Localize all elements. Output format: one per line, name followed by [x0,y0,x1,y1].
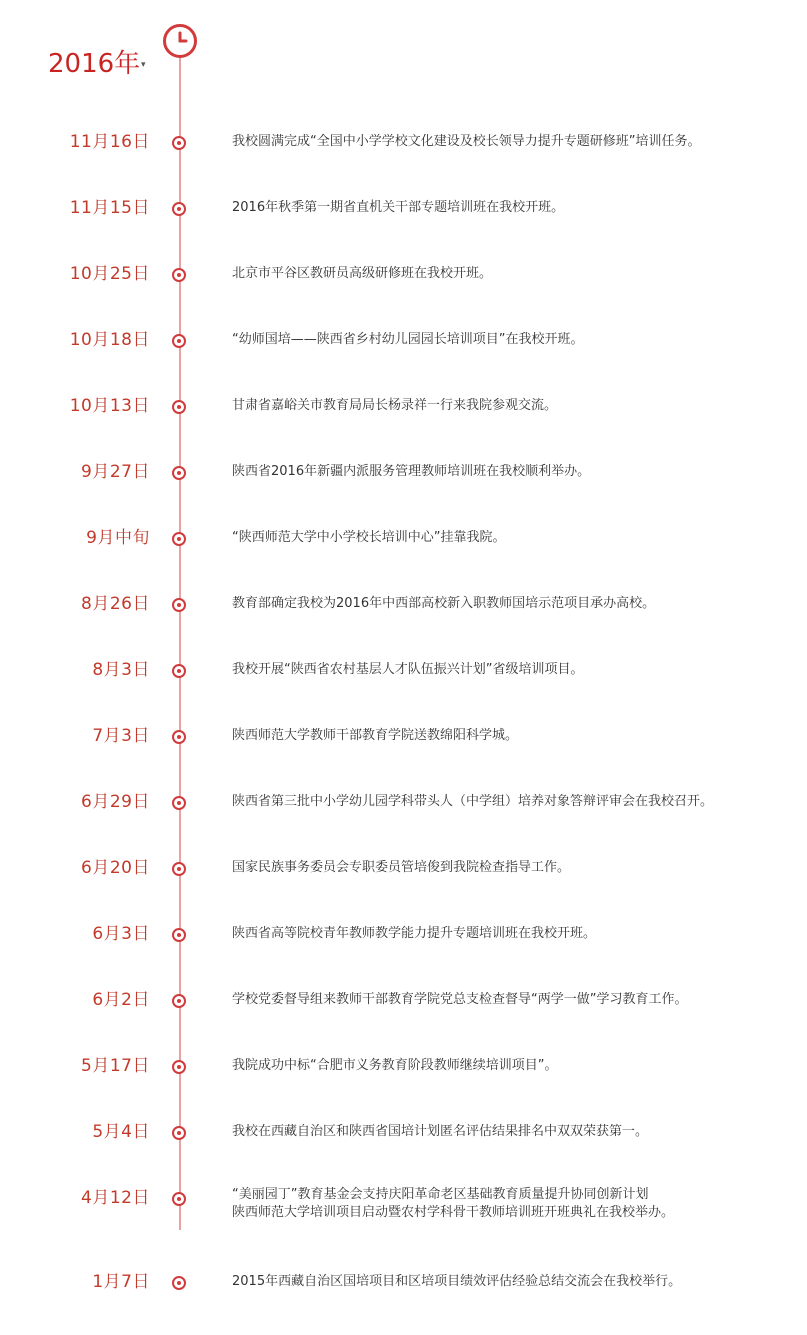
timeline-dot-icon [172,928,186,942]
timeline-dot-icon [172,1126,186,1140]
timeline-dot-icon [172,202,186,216]
event-text: 陕西师范大学教师干部教育学院送教绵阳科学城。 [232,728,519,743]
timeline-dot-icon [172,268,186,282]
timeline-row [0,856,807,880]
event-text: 教育部确定我校为2016年中西部高校新入职教师国培示范项目承办高校。 [232,596,656,611]
timeline-row [0,328,807,352]
event-text: 甘肃省嘉峪关市教育局局长杨录祥一行来我院参观交流。 [232,398,558,413]
timeline-dot-icon [172,400,186,414]
timeline-dot-icon [172,664,186,678]
timeline-dot-icon [172,1276,186,1290]
event-text: 陕西省第三批中小学幼儿园学科带头人（中学组）培养对象答辩评审会在我校召开。 [232,794,714,809]
event-text: “陕西师范大学中小学校长培训中心”挂靠我院。 [232,530,506,545]
event-text: “幼师国培——陕西省乡村幼儿园园长培训项目”在我校开班。 [232,332,584,347]
event-text: 国家民族事务委员会专职委员管培俊到我院检查指导工作。 [232,860,571,875]
timeline-row [0,262,807,286]
timeline-dot-icon [172,1060,186,1074]
event-text: 我校圆满完成“全国中小学学校文化建设及校长领导力提升专题研修班”培训任务。 [232,134,701,149]
timeline-row [0,724,807,748]
event-date: 9月中旬 [86,528,150,548]
event-text: 2015年西藏自治区国培项目和区培项目绩效评估经验总结交流会在我校举行。 [232,1274,682,1289]
event-date: 10月18日 [69,330,150,350]
event-date: 10月25日 [69,264,150,284]
timeline-dot-icon [172,466,186,480]
timeline-dot-icon [172,1192,186,1206]
timeline-row [0,1120,807,1144]
event-date: 5月4日 [92,1122,150,1142]
timeline-row [0,1054,807,1078]
event-text-multiline [232,1186,792,1222]
event-date: 11月15日 [69,198,150,218]
event-text-line-2: 陕西师范大学培训项目启动暨农村学科骨干教师培训班开班典礼在我校举办。 [232,1205,675,1220]
timeline-row [0,658,807,682]
event-date: 9月27日 [81,462,150,482]
timeline-dot-icon [172,334,186,348]
event-date: 6月20日 [81,858,150,878]
event-text: 我校在西藏自治区和陕西省国培计划匿名评估结果排名中双双荣获第一。 [232,1124,649,1139]
timeline-row [0,394,807,418]
timeline-dot-icon [172,730,186,744]
timeline-row [0,1270,807,1294]
clock-icon [163,24,197,58]
event-text: 陕西省2016年新疆内派服务管理教师培训班在我校顺利举办。 [232,464,591,479]
event-text: 陕西省高等院校青年教师教学能力提升专题培训班在我校开班。 [232,926,597,941]
timeline-row [0,196,807,220]
timeline-row [0,790,807,814]
year-selector[interactable]: 2016年 [48,49,141,79]
timeline-dot-icon [172,136,186,150]
timeline-dot-icon [172,532,186,546]
event-date: 6月29日 [81,792,150,812]
event-date: 7月3日 [92,726,150,746]
event-text: 我校开展“陕西省农村基层人才队伍振兴计划”省级培训项目。 [232,662,584,677]
event-date: 10月13日 [69,396,150,416]
timeline-row [0,988,807,1012]
event-date: 4月12日 [81,1188,150,1208]
timeline-row [0,1186,807,1220]
event-date: 8月26日 [81,594,150,614]
timeline-row [0,460,807,484]
event-date: 5月17日 [81,1056,150,1076]
event-date: 1月7日 [92,1272,150,1292]
timeline-row [0,922,807,946]
timeline-row [0,526,807,550]
chevron-down-icon[interactable]: ▾ [141,60,146,70]
timeline-dot-icon [172,598,186,612]
event-date: 8月3日 [92,660,150,680]
event-date: 6月2日 [92,990,150,1010]
timeline-dot-icon [172,862,186,876]
event-text: 北京市平谷区教研员高级研修班在我校开班。 [232,266,493,281]
event-date: 11月16日 [69,132,150,152]
timeline-dot-icon [172,994,186,1008]
event-date: 6月3日 [92,924,150,944]
event-text: 学校党委督导组来教师干部教育学院党总支检查督导“两学一做”学习教育工作。 [232,992,688,1007]
timeline-row [0,592,807,616]
timeline-row [0,130,807,154]
event-text-line-1: “美丽园丁”教育基金会支持庆阳革命老区基础教育质量提升协同创新计划 [232,1187,649,1202]
event-text: 我院成功中标“合肥市义务教育阶段教师继续培训项目”。 [232,1058,558,1073]
event-text: 2016年秋季第一期省直机关干部专题培训班在我校开班。 [232,200,565,215]
timeline-dot-icon [172,796,186,810]
